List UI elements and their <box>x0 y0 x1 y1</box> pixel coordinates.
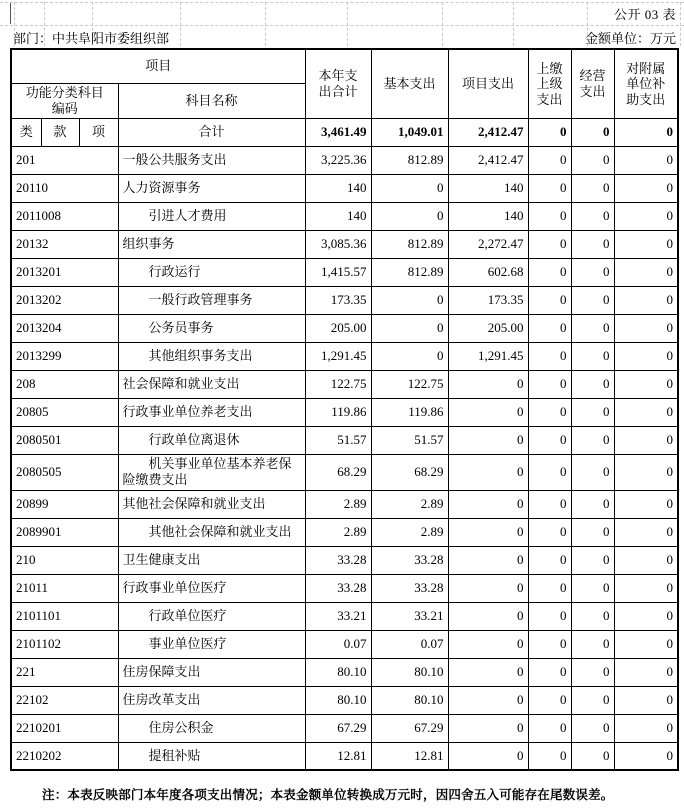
value-cell: 0 <box>448 658 528 686</box>
budget-expenditure-table <box>10 48 679 771</box>
value-cell: 0 <box>571 630 614 658</box>
value-cell: 0 <box>614 686 678 714</box>
value-cell: 33.21 <box>305 602 371 630</box>
value-cell: 0 <box>571 686 614 714</box>
value-cell: 0 <box>528 602 571 630</box>
value-cell: 0 <box>448 602 528 630</box>
value-cell: 0 <box>571 490 614 518</box>
value-cell: 1,291.45 <box>305 343 371 371</box>
value-cell: 0 <box>614 602 678 630</box>
header-section: 款 <box>41 119 79 147</box>
header-subsidy-expenditure: 对附属单位补助支出 <box>614 49 678 119</box>
value-cell: 0 <box>614 287 678 315</box>
table-row <box>11 546 678 574</box>
header-item: 项 <box>79 119 118 147</box>
value-cell: 33.21 <box>371 602 448 630</box>
value-cell: 0 <box>571 427 614 455</box>
value-cell: 602.68 <box>448 259 528 287</box>
value-cell: 119.86 <box>371 399 448 427</box>
value-cell: 173.35 <box>305 287 371 315</box>
value-cell: 0 <box>528 259 571 287</box>
value-cell: 0 <box>571 203 614 231</box>
value-cell: 80.10 <box>371 686 448 714</box>
value-cell: 80.10 <box>305 686 371 714</box>
value-cell: 0 <box>371 203 448 231</box>
subject-code: 2101102 <box>11 630 118 658</box>
value-cell: 1,415.57 <box>305 259 371 287</box>
table-row <box>11 287 678 315</box>
subject-code: 208 <box>11 371 118 399</box>
subject-name: 卫生健康支出 <box>118 546 305 574</box>
header-project: 项目 <box>11 49 305 83</box>
value-cell: 119.86 <box>305 399 371 427</box>
value-cell: 1,291.45 <box>448 343 528 371</box>
value-cell: 0 <box>571 714 614 742</box>
subject-code: 2013299 <box>11 343 118 371</box>
value-cell: 0 <box>448 399 528 427</box>
value-cell: 0 <box>614 714 678 742</box>
subject-code: 2089901 <box>11 518 118 546</box>
subject-code: 2013201 <box>11 259 118 287</box>
footer-note: 注：本表反映部门本年度各项支出情况；本表金额单位转换成万元时，因四舍五入可能存在尾数误差。 <box>42 788 614 802</box>
gridline-vertical-solid <box>10 3 11 24</box>
value-cell: 2.89 <box>371 518 448 546</box>
total-value-cell: 1,049.01 <box>371 119 448 147</box>
subject-code: 2080505 <box>11 455 118 491</box>
value-cell: 0 <box>528 175 571 203</box>
subject-code: 21011 <box>11 574 118 602</box>
subject-code: 20805 <box>11 399 118 427</box>
subject-code: 210 <box>11 546 118 574</box>
subject-name: 人力资源事务 <box>118 175 305 203</box>
header-function-code: 功能分类科目编码 <box>11 83 118 119</box>
amount-unit-label: 金额单位：万元 <box>584 31 676 46</box>
table-row <box>11 518 678 546</box>
subject-name: 行政事业单位养老支出 <box>118 399 305 427</box>
value-cell: 0 <box>448 546 528 574</box>
gridline-horizontal <box>0 25 684 26</box>
value-cell: 0 <box>528 371 571 399</box>
subject-code: 2210201 <box>11 714 118 742</box>
value-cell: 51.57 <box>305 427 371 455</box>
subject-name: 住房公积金 <box>118 714 305 742</box>
value-cell: 51.57 <box>371 427 448 455</box>
subject-name: 行政单位离退休 <box>118 427 305 455</box>
value-cell: 0 <box>614 455 678 491</box>
value-cell: 0 <box>528 427 571 455</box>
table-row <box>11 427 678 455</box>
value-cell: 0 <box>614 203 678 231</box>
value-cell: 205.00 <box>305 315 371 343</box>
subject-name: 一般公共服务支出 <box>118 147 305 175</box>
value-cell: 0 <box>528 455 571 491</box>
table-row <box>11 714 678 742</box>
header-operating-expenditure: 经营支出 <box>571 49 614 119</box>
value-cell: 0 <box>528 287 571 315</box>
value-cell: 0 <box>371 287 448 315</box>
value-cell: 0 <box>571 518 614 546</box>
sheet-number-label: 公开 03 表 <box>613 7 676 22</box>
value-cell: 0 <box>614 490 678 518</box>
table-row <box>11 231 678 259</box>
subject-name: 公务员事务 <box>118 315 305 343</box>
value-cell: 80.10 <box>371 658 448 686</box>
value-cell: 0 <box>571 175 614 203</box>
value-cell: 0 <box>528 231 571 259</box>
gridline-vertical <box>180 2 181 46</box>
value-cell: 0 <box>448 518 528 546</box>
subject-code: 20132 <box>11 231 118 259</box>
value-cell: 80.10 <box>305 658 371 686</box>
value-cell: 0 <box>571 231 614 259</box>
value-cell: 0 <box>528 315 571 343</box>
subject-name: 其他组织事务支出 <box>118 343 305 371</box>
subject-code: 20110 <box>11 175 118 203</box>
subject-code: 2101101 <box>11 602 118 630</box>
value-cell: 2.89 <box>371 490 448 518</box>
value-cell: 0 <box>528 546 571 574</box>
value-cell: 0 <box>448 427 528 455</box>
value-cell: 3,085.36 <box>305 231 371 259</box>
value-cell: 812.89 <box>371 259 448 287</box>
value-cell: 205.00 <box>448 315 528 343</box>
value-cell: 0 <box>614 399 678 427</box>
subject-code: 22102 <box>11 686 118 714</box>
value-cell: 0 <box>614 371 678 399</box>
gridline-horizontal <box>0 2 684 3</box>
value-cell: 0 <box>448 455 528 491</box>
value-cell: 67.29 <box>371 714 448 742</box>
value-cell: 0 <box>528 203 571 231</box>
subject-name: 一般行政管理事务 <box>118 287 305 315</box>
table-row <box>11 259 678 287</box>
subject-name: 引进人才费用 <box>118 203 305 231</box>
value-cell: 33.28 <box>305 546 371 574</box>
value-cell: 33.28 <box>371 546 448 574</box>
value-cell: 122.75 <box>371 371 448 399</box>
value-cell: 67.29 <box>305 714 371 742</box>
value-cell: 0 <box>571 546 614 574</box>
table-row <box>11 490 678 518</box>
subject-name: 住房保障支出 <box>118 658 305 686</box>
value-cell: 0 <box>571 602 614 630</box>
value-cell: 0 <box>528 658 571 686</box>
value-cell: 0 <box>614 518 678 546</box>
header-total-expenditure: 本年支出合计 <box>305 49 371 119</box>
value-cell: 68.29 <box>371 455 448 491</box>
value-cell: 0 <box>614 658 678 686</box>
value-cell: 0 <box>528 399 571 427</box>
table-row <box>11 658 678 686</box>
value-cell: 0 <box>614 315 678 343</box>
subject-code: 20899 <box>11 490 118 518</box>
subject-name: 行政运行 <box>118 259 305 287</box>
gridline-vertical <box>347 2 348 46</box>
value-cell: 122.75 <box>305 371 371 399</box>
table-row <box>11 343 678 371</box>
subject-name: 其他社会保障和就业支出 <box>118 490 305 518</box>
gridline-vertical <box>513 2 514 46</box>
value-cell: 140 <box>448 203 528 231</box>
value-cell: 0 <box>528 742 571 770</box>
value-cell: 33.28 <box>305 574 371 602</box>
value-cell: 0 <box>571 658 614 686</box>
value-cell: 0 <box>614 427 678 455</box>
value-cell: 2,272.47 <box>448 231 528 259</box>
value-cell: 0 <box>448 371 528 399</box>
value-cell: 0 <box>614 231 678 259</box>
value-cell: 2.89 <box>305 490 371 518</box>
value-cell: 0 <box>571 399 614 427</box>
total-value-cell: 0 <box>614 119 678 147</box>
subject-name: 行政事业单位医疗 <box>118 574 305 602</box>
value-cell: 0 <box>571 742 614 770</box>
gridline-vertical <box>680 2 681 46</box>
table-row <box>11 630 678 658</box>
table-row <box>11 742 678 770</box>
subject-code: 2011008 <box>11 203 118 231</box>
value-cell: 140 <box>305 203 371 231</box>
value-cell: 0 <box>448 574 528 602</box>
header-row-3-total <box>11 119 678 147</box>
total-row-label: 合计 <box>118 119 305 147</box>
table-row <box>11 602 678 630</box>
value-cell: 0.07 <box>305 630 371 658</box>
header-basic-expenditure: 基本支出 <box>371 49 448 119</box>
subject-name: 机关事业单位基本养老保险缴费支出 <box>118 455 305 491</box>
subject-name: 行政单位医疗 <box>118 602 305 630</box>
value-cell: 0 <box>571 315 614 343</box>
subject-name: 组织事务 <box>118 231 305 259</box>
value-cell: 0 <box>371 175 448 203</box>
value-cell: 0 <box>571 287 614 315</box>
value-cell: 0 <box>614 742 678 770</box>
header-project-expenditure: 项目支出 <box>448 49 528 119</box>
subject-name: 住房改革支出 <box>118 686 305 714</box>
value-cell: 12.81 <box>371 742 448 770</box>
value-cell: 0 <box>528 343 571 371</box>
subject-name: 事业单位医疗 <box>118 630 305 658</box>
value-cell: 812.89 <box>371 147 448 175</box>
value-cell: 0 <box>571 574 614 602</box>
value-cell: 0 <box>448 490 528 518</box>
value-cell: 3,225.36 <box>305 147 371 175</box>
value-cell: 68.29 <box>305 455 371 491</box>
value-cell: 0 <box>571 147 614 175</box>
value-cell: 0 <box>571 343 614 371</box>
value-cell: 812.89 <box>371 231 448 259</box>
header-upper-level-expenditure: 上缴上级支出 <box>528 49 571 119</box>
value-cell: 0 <box>448 686 528 714</box>
header-row-1 <box>11 49 678 83</box>
value-cell: 0 <box>528 686 571 714</box>
subject-code: 2013204 <box>11 315 118 343</box>
value-cell: 0 <box>528 714 571 742</box>
subject-name: 其他社会保障和就业支出 <box>118 518 305 546</box>
total-value-cell: 3,461.49 <box>305 119 371 147</box>
value-cell: 140 <box>448 175 528 203</box>
value-cell: 0 <box>614 546 678 574</box>
table-row <box>11 371 678 399</box>
table-row <box>11 175 678 203</box>
value-cell: 0 <box>528 490 571 518</box>
table-row <box>11 203 678 231</box>
gridline-vertical <box>442 2 443 46</box>
gridline-vertical <box>265 2 266 46</box>
value-cell: 12.81 <box>305 742 371 770</box>
value-cell: 0 <box>528 147 571 175</box>
value-cell: 0 <box>614 147 678 175</box>
subject-code: 2210202 <box>11 742 118 770</box>
table-row <box>11 399 678 427</box>
value-cell: 0 <box>528 518 571 546</box>
top-header-area <box>0 0 684 48</box>
value-cell: 0 <box>614 259 678 287</box>
table-row <box>11 315 678 343</box>
value-cell: 0 <box>571 455 614 491</box>
value-cell: 0 <box>614 343 678 371</box>
value-cell: 2,412.47 <box>448 147 528 175</box>
value-cell: 0 <box>571 259 614 287</box>
value-cell: 0 <box>528 630 571 658</box>
total-value-cell: 0 <box>528 119 571 147</box>
total-value-cell: 2,412.47 <box>448 119 528 147</box>
subject-code: 2080501 <box>11 427 118 455</box>
value-cell: 0 <box>371 343 448 371</box>
value-cell: 0 <box>528 574 571 602</box>
total-value-cell: 0 <box>571 119 614 147</box>
value-cell: 0 <box>571 371 614 399</box>
value-cell: 0 <box>448 742 528 770</box>
subject-code: 2013202 <box>11 287 118 315</box>
subject-code: 201 <box>11 147 118 175</box>
table-row <box>11 455 678 491</box>
value-cell: 0.07 <box>371 630 448 658</box>
subject-code: 221 <box>11 658 118 686</box>
value-cell: 140 <box>305 175 371 203</box>
subject-name: 提租补贴 <box>118 742 305 770</box>
header-subject-name: 科目名称 <box>118 83 305 119</box>
value-cell: 0 <box>614 574 678 602</box>
value-cell: 33.28 <box>371 574 448 602</box>
value-cell: 0 <box>614 630 678 658</box>
value-cell: 0 <box>448 714 528 742</box>
table-row <box>11 574 678 602</box>
header-class: 类 <box>11 119 41 147</box>
value-cell: 173.35 <box>448 287 528 315</box>
department-label: 部门：中共阜阳市委组织部 <box>13 31 170 46</box>
value-cell: 2.89 <box>305 518 371 546</box>
table-row <box>11 686 678 714</box>
value-cell: 0 <box>371 315 448 343</box>
table-row <box>11 147 678 175</box>
value-cell: 0 <box>448 630 528 658</box>
value-cell: 0 <box>614 175 678 203</box>
subject-name: 社会保障和就业支出 <box>118 371 305 399</box>
